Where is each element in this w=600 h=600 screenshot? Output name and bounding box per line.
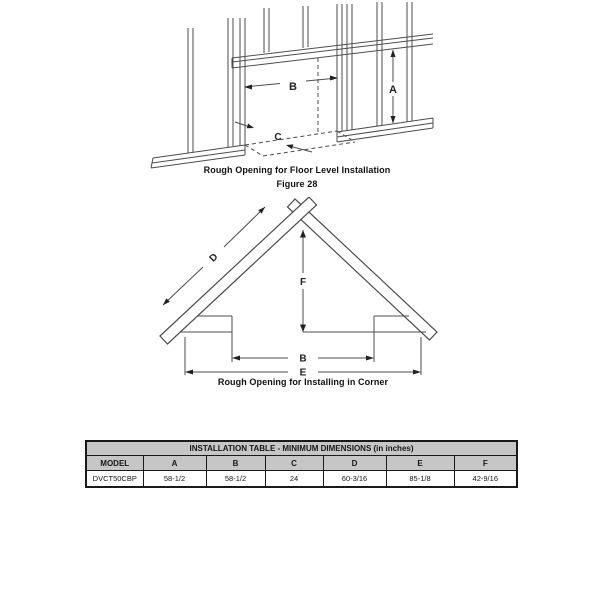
dimension-b2 <box>232 354 374 365</box>
table-row <box>86 471 517 488</box>
figure2-caption: Rough Opening for Installing in Corner <box>217 377 389 387</box>
installation-table <box>85 440 518 488</box>
header-beam <box>232 34 433 68</box>
floor-level-diagram <box>140 0 460 170</box>
col-header-c: C <box>265 456 323 471</box>
cell-c: 24 <box>265 471 323 488</box>
wall-studs <box>188 2 412 153</box>
dim-label-b2: B <box>299 353 307 365</box>
dim-label-d: D <box>207 251 221 265</box>
dimension-a <box>389 50 397 124</box>
table-title: INSTALLATION TABLE - MINIMUM DIMENSIONS (in inches) <box>86 441 517 456</box>
figure1-caption: Rough Opening for Floor Level Installation <box>203 165 391 175</box>
col-header-b: B <box>206 456 265 471</box>
dimension-b <box>244 76 338 94</box>
cell-model: DVCT50CBP <box>86 471 143 488</box>
dim-label-f: F <box>299 277 307 288</box>
cell-a: 58-1/2 <box>143 471 206 488</box>
dim-label-b: B <box>289 81 297 93</box>
cell-f: 42-9/16 <box>454 471 517 488</box>
cell-e: 85-1/8 <box>386 471 454 488</box>
dim-label-a: A <box>389 84 397 96</box>
dim-label-c: C <box>274 132 282 143</box>
figure1-number: Figure 28 <box>276 179 318 189</box>
col-header-f: F <box>454 456 517 471</box>
table-header-row <box>86 456 517 471</box>
corner-boards <box>160 197 437 344</box>
col-header-e: E <box>386 456 454 471</box>
corner-diagram <box>140 197 470 382</box>
col-header-a: A <box>143 456 206 471</box>
dim-label-e: E <box>299 367 307 379</box>
cell-b: 58-1/2 <box>206 471 265 488</box>
table-title-row <box>86 441 517 456</box>
cell-d: 60-3/16 <box>323 471 386 488</box>
col-header-model: MODEL <box>86 456 143 471</box>
col-header-d: D <box>323 456 386 471</box>
